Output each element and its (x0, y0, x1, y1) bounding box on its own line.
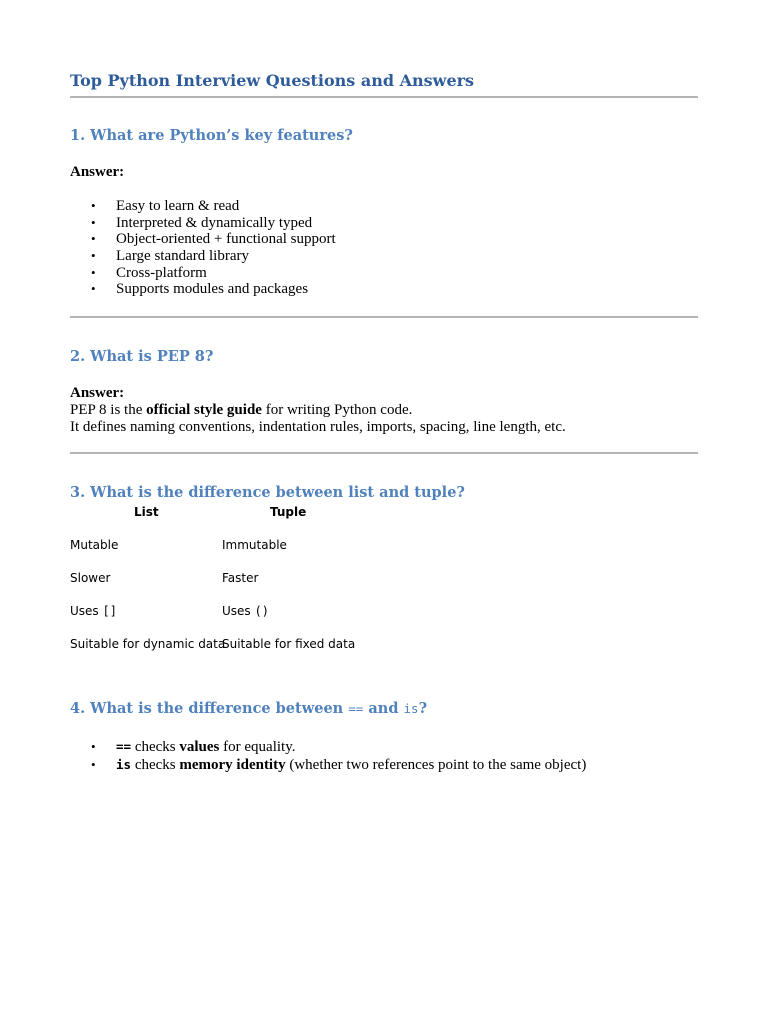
list-item: • Object-oriented + functional support (70, 231, 336, 248)
q4-operator-eq: == (348, 701, 364, 716)
table-cell: Immutable (222, 538, 287, 552)
q3-heading: 3. What is the difference between list and tuple? (70, 484, 465, 501)
q2-text: for writing Python code. (261, 402, 413, 418)
q4-bullet-list (70, 738, 586, 774)
q2-details: It defines naming conventions, indentation rules, imports, spacing, line length, etc. (70, 419, 566, 435)
q1-heading: 1. What are Python’s key features? (70, 127, 353, 144)
list-item: • Supports modules and packages (70, 281, 336, 298)
q4-heading-text: and (363, 700, 404, 717)
list-item-text: (whether two references point to the same object) (285, 757, 587, 773)
q1-divider (70, 316, 698, 318)
code-is: is (116, 757, 132, 772)
table-cell-text: Uses (222, 604, 255, 618)
q2-divider (70, 452, 698, 454)
document-title: Top Python Interview Questions and Answers (70, 71, 475, 90)
list-item-text: checks (131, 739, 180, 755)
code-eq: == (116, 739, 132, 754)
table-cell: Slower (70, 571, 111, 585)
list-item (70, 756, 586, 774)
q2-bold-text: official style guide (146, 402, 262, 418)
list-syntax: [] (102, 604, 117, 618)
q2-heading: 2. What is PEP 8? (70, 348, 214, 365)
table-cell (70, 604, 117, 618)
q4-heading-text: 4. What is the difference between (70, 700, 349, 717)
list-item: • Interpreted & dynamically typed (70, 215, 336, 232)
table-cell: Mutable (70, 538, 119, 552)
list-item: • Large standard library (70, 248, 336, 265)
table-header-tuple: Tuple (270, 505, 307, 519)
title-divider (70, 96, 698, 98)
list-item: • Cross-platform (70, 265, 336, 282)
list-item (70, 738, 586, 756)
q1-answer-label: Answer: (70, 164, 125, 180)
q2-answer-label: Answer: (70, 385, 125, 401)
q2-definition (70, 402, 412, 419)
table-cell: Suitable for fixed data (222, 637, 356, 651)
table-cell (222, 604, 269, 618)
table-cell: Suitable for dynamic data (70, 637, 226, 651)
table-cell: Faster (222, 571, 259, 585)
list-item: • Easy to learn & read (70, 198, 336, 215)
list-item-bold: values (179, 739, 220, 755)
table-cell-text: Uses (70, 604, 103, 618)
list-item-text: for equality. (219, 739, 296, 755)
q4-heading-text: ? (418, 700, 428, 717)
q2-text: PEP 8 is the (70, 402, 147, 418)
q4-operator-is: is (403, 701, 419, 716)
q1-feature-list (70, 198, 336, 298)
table-header-list: List (134, 505, 159, 519)
tuple-syntax: () (254, 604, 269, 618)
list-item-bold: memory identity (179, 757, 286, 773)
q4-heading (70, 700, 427, 717)
list-item-text: checks (131, 757, 180, 773)
